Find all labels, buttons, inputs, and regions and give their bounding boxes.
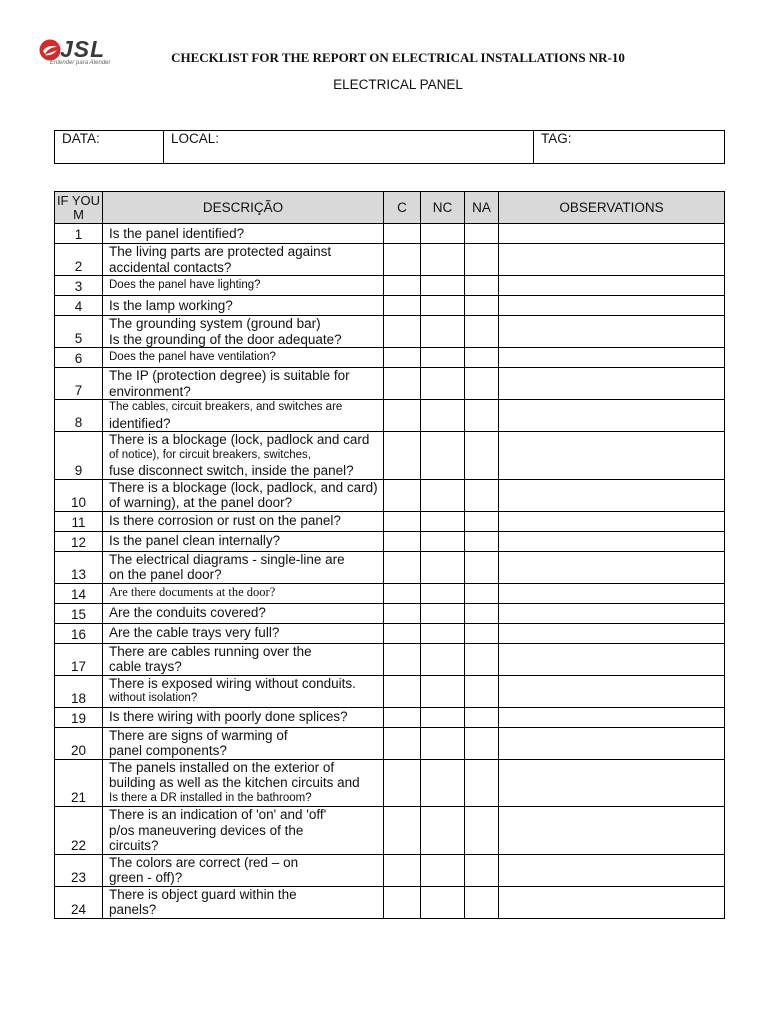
c-cell[interactable] [384,296,421,316]
observations-cell[interactable] [499,727,725,759]
table-row [55,707,725,727]
item-description-line: The electrical diagrams - single-line are [109,551,345,567]
item-description-line: The grounding system (ground bar) [109,316,321,331]
item-description-line: panels? [109,902,157,917]
table-row [55,623,725,643]
observations-cell[interactable] [499,348,725,368]
column-header-item-line: IF YOU [56,193,101,208]
observations-cell[interactable] [499,886,725,918]
nc-cell[interactable] [421,531,465,551]
table-row [55,675,725,707]
nc-cell[interactable] [421,886,465,918]
item-description-line: The IP (protection degree) is suitable for [109,368,350,383]
c-cell[interactable] [384,432,421,480]
observations-cell[interactable] [499,368,725,400]
na-cell[interactable] [465,727,499,759]
nc-cell[interactable] [421,759,465,807]
item-description-line: accidental contacts? [109,259,232,275]
observations-cell[interactable] [499,623,725,643]
item-number: 22 [55,807,103,855]
c-cell[interactable] [384,276,421,296]
item-number: 6 [55,348,103,368]
item-description [103,511,384,531]
table-row [55,276,725,296]
na-cell[interactable] [465,531,499,551]
na-cell[interactable] [465,603,499,623]
item-number: 17 [55,643,103,675]
item-description-line: There is object guard within the [109,886,297,902]
observations-cell[interactable] [499,531,725,551]
observations-cell[interactable] [499,643,725,675]
item-description-line: Is there wiring with poorly done splices? [109,709,348,725]
na-cell[interactable] [465,368,499,400]
nc-cell[interactable] [421,348,465,368]
item-description-line: on the panel door? [109,567,222,582]
item-description [103,479,384,511]
table-row [55,511,725,531]
tag-label: TAG: [541,131,572,146]
item-description [103,854,384,886]
observations-cell[interactable] [499,854,725,886]
item-description [103,807,384,855]
table-row [55,400,725,432]
data-field[interactable] [55,131,164,164]
item-description [103,886,384,918]
observations-cell[interactable] [499,583,725,603]
c-cell[interactable] [384,531,421,551]
observations-cell[interactable] [499,759,725,807]
column-header-na: NA [465,192,499,224]
item-number: 15 [55,603,103,623]
item-description-line: Does the panel have ventilation? [109,350,276,363]
item-description-line: Are there documents at the door? [109,585,276,600]
item-number: 1 [55,224,103,244]
nc-cell[interactable] [421,643,465,675]
c-cell[interactable] [384,807,421,855]
item-description-line: There are cables running over the [109,643,312,659]
checklist-table [54,191,725,919]
na-cell[interactable] [465,316,499,348]
na-cell[interactable] [465,224,499,244]
item-description [103,432,384,480]
na-cell[interactable] [465,643,499,675]
c-cell[interactable] [384,623,421,643]
nc-cell[interactable] [421,432,465,480]
na-cell[interactable] [465,675,499,707]
na-cell[interactable] [465,583,499,603]
nc-cell[interactable] [421,224,465,244]
item-description-line: There is an indication of 'on' and 'off' [109,807,327,822]
item-description-line: Are the cable trays very full? [109,625,280,641]
observations-cell[interactable] [499,316,725,348]
item-description [103,583,384,603]
item-number: 5 [55,316,103,348]
c-cell[interactable] [384,224,421,244]
local-label: LOCAL: [171,131,220,146]
column-header-nc: NC [421,192,465,224]
table-row [55,583,725,603]
observations-cell[interactable] [499,511,725,531]
table-row [55,551,725,583]
na-cell[interactable] [465,707,499,727]
table-row [55,643,725,675]
table-row [55,727,725,759]
item-description [103,603,384,623]
item-description-line: The panels installed on the exterior of [109,759,335,775]
item-description-line: green - off)? [109,870,183,885]
item-description [103,551,384,583]
column-header-observations: OBSERVATIONS [499,192,725,224]
c-cell[interactable] [384,707,421,727]
item-description-line: of warning), at the panel door? [109,495,293,510]
observations-cell[interactable] [499,807,725,855]
item-description [103,224,384,244]
item-description [103,276,384,296]
na-cell[interactable] [465,854,499,886]
observations-cell[interactable] [499,675,725,707]
table-row [55,479,725,511]
item-description-line: There is a blockage (lock, padlock, and card) [109,479,378,495]
na-cell[interactable] [465,511,499,531]
item-description-line: Is the panel clean internally? [109,533,281,549]
tag-field[interactable] [534,131,725,164]
c-cell[interactable] [384,368,421,400]
item-description-line: The living parts are protected against [109,244,332,259]
nc-cell[interactable] [421,707,465,727]
nc-cell[interactable] [421,603,465,623]
nc-cell[interactable] [421,244,465,276]
item-description [103,368,384,400]
na-cell[interactable] [465,623,499,643]
c-cell[interactable] [384,854,421,886]
table-row [55,603,725,623]
nc-cell[interactable] [421,583,465,603]
table-row [55,886,725,918]
na-cell[interactable] [465,807,499,855]
page-title: CHECKLIST FOR THE REPORT ON ELECTRICAL INSTALLATIONS NR-10 [171,50,625,65]
c-cell[interactable] [384,727,421,759]
item-description-line: panel components? [109,743,227,758]
item-description-line: circuits? [109,838,159,853]
local-field[interactable] [164,131,534,164]
table-row [55,531,725,551]
item-number: 7 [55,368,103,400]
na-cell[interactable] [465,479,499,511]
table-row [55,348,725,368]
c-cell[interactable] [384,759,421,807]
item-description [103,400,384,432]
item-number: 12 [55,531,103,551]
nc-cell[interactable] [421,479,465,511]
item-number: 8 [55,400,103,432]
observations-cell[interactable] [499,224,725,244]
item-number: 23 [55,854,103,886]
data-label: DATA: [62,131,100,146]
jsl-logo [38,36,120,70]
column-header-description: DESCRIÇÃO [103,192,384,224]
c-cell[interactable] [384,479,421,511]
table-row [55,224,725,244]
checklist-header-row [55,192,725,224]
nc-cell[interactable] [421,551,465,583]
observations-cell[interactable] [499,296,725,316]
page-subtitle: ELECTRICAL PANEL [333,77,463,92]
c-cell[interactable] [384,400,421,432]
item-description-line: The cables, circuit breakers, and switches are [109,401,343,413]
na-cell[interactable] [465,432,499,480]
nc-cell[interactable] [421,727,465,759]
column-header-c: C [384,192,421,224]
item-description-line: There is a blockage (lock, padlock and card [109,432,370,447]
item-number: 19 [55,707,103,727]
item-description-line: Is the panel identified? [109,225,245,241]
table-row [55,432,725,480]
item-number: 11 [55,511,103,531]
item-description-line: Does the panel have lighting? [109,278,261,291]
item-description-line: environment? [109,383,191,399]
info-table [54,130,725,164]
item-number: 4 [55,296,103,316]
item-description-line: Is the lamp working? [109,297,233,313]
item-number: 13 [55,551,103,583]
c-cell[interactable] [384,643,421,675]
item-description-line: There is exposed wiring without conduits. [109,675,356,691]
item-number: 14 [55,583,103,603]
c-cell[interactable] [384,316,421,348]
c-cell[interactable] [384,511,421,531]
na-cell[interactable] [465,276,499,296]
c-cell[interactable] [384,583,421,603]
nc-cell[interactable] [421,675,465,707]
item-description [103,759,384,807]
observations-cell[interactable] [499,551,725,583]
na-cell[interactable] [465,886,499,918]
table-row [55,316,725,348]
item-description-line: fuse disconnect switch, inside the panel? [109,463,354,478]
table-row [55,759,725,807]
nc-cell[interactable] [421,623,465,643]
item-number: 3 [55,276,103,296]
observations-cell[interactable] [499,707,725,727]
na-cell[interactable] [465,348,499,368]
na-cell[interactable] [465,244,499,276]
item-number: 20 [55,727,103,759]
item-number: 2 [55,244,103,276]
nc-cell[interactable] [421,368,465,400]
item-description-line: without isolation? [109,692,198,704]
item-description-line: Are the conduits covered? [109,605,266,621]
item-description-line: Is the grounding of the door adequate? [109,331,342,347]
item-number: 10 [55,479,103,511]
na-cell[interactable] [465,400,499,432]
na-cell[interactable] [465,296,499,316]
observations-cell[interactable] [499,400,725,432]
na-cell[interactable] [465,551,499,583]
c-cell[interactable] [384,675,421,707]
item-description [103,623,384,643]
nc-cell[interactable] [421,296,465,316]
table-row [55,368,725,400]
item-description-line: There are signs of warming of [109,727,288,743]
observations-cell[interactable] [499,432,725,480]
item-description-line: building as well as the kitchen circuits and [109,775,360,790]
item-description [103,727,384,759]
table-row [55,244,725,276]
observations-cell[interactable] [499,276,725,296]
logo-mark-icon [38,38,62,62]
na-cell[interactable] [465,759,499,807]
nc-cell[interactable] [421,400,465,432]
item-description [103,316,384,348]
item-number: 21 [55,759,103,807]
c-cell[interactable] [384,348,421,368]
table-row [55,807,725,855]
item-description-line: Is there a DR installed in the bathroom? [109,791,312,804]
nc-cell[interactable] [421,276,465,296]
item-description [103,296,384,316]
item-description [103,707,384,727]
logo-tagline: Entender para Atender [50,60,111,66]
item-description-line: of notice), for circuit breakers, switches, [109,448,311,461]
item-description-line: identified? [109,415,171,431]
item-description [103,244,384,276]
item-description [103,531,384,551]
observations-cell[interactable] [499,479,725,511]
nc-cell[interactable] [421,316,465,348]
item-description [103,348,384,368]
item-description-line: Is there corrosion or rust on the panel? [109,513,341,529]
observations-cell[interactable] [499,244,725,276]
nc-cell[interactable] [421,854,465,886]
observations-cell[interactable] [499,603,725,623]
column-header-item [55,192,103,224]
item-description-line: p/os maneuvering devices of the [109,822,304,838]
c-cell[interactable] [384,886,421,918]
item-description [103,675,384,707]
item-description [103,643,384,675]
item-number: 18 [55,675,103,707]
item-number: 24 [55,886,103,918]
item-description-line: The colors are correct (red – on [109,854,299,870]
c-cell[interactable] [384,551,421,583]
checklist-body [55,224,725,919]
column-header-item-line: M [73,207,84,222]
c-cell[interactable] [384,603,421,623]
item-number: 9 [55,432,103,480]
nc-cell[interactable] [421,511,465,531]
item-description-line: cable trays? [109,659,182,674]
table-row [55,296,725,316]
nc-cell[interactable] [421,807,465,855]
c-cell[interactable] [384,244,421,276]
table-row [55,854,725,886]
logo-text: JSL [60,36,106,62]
item-number: 16 [55,623,103,643]
